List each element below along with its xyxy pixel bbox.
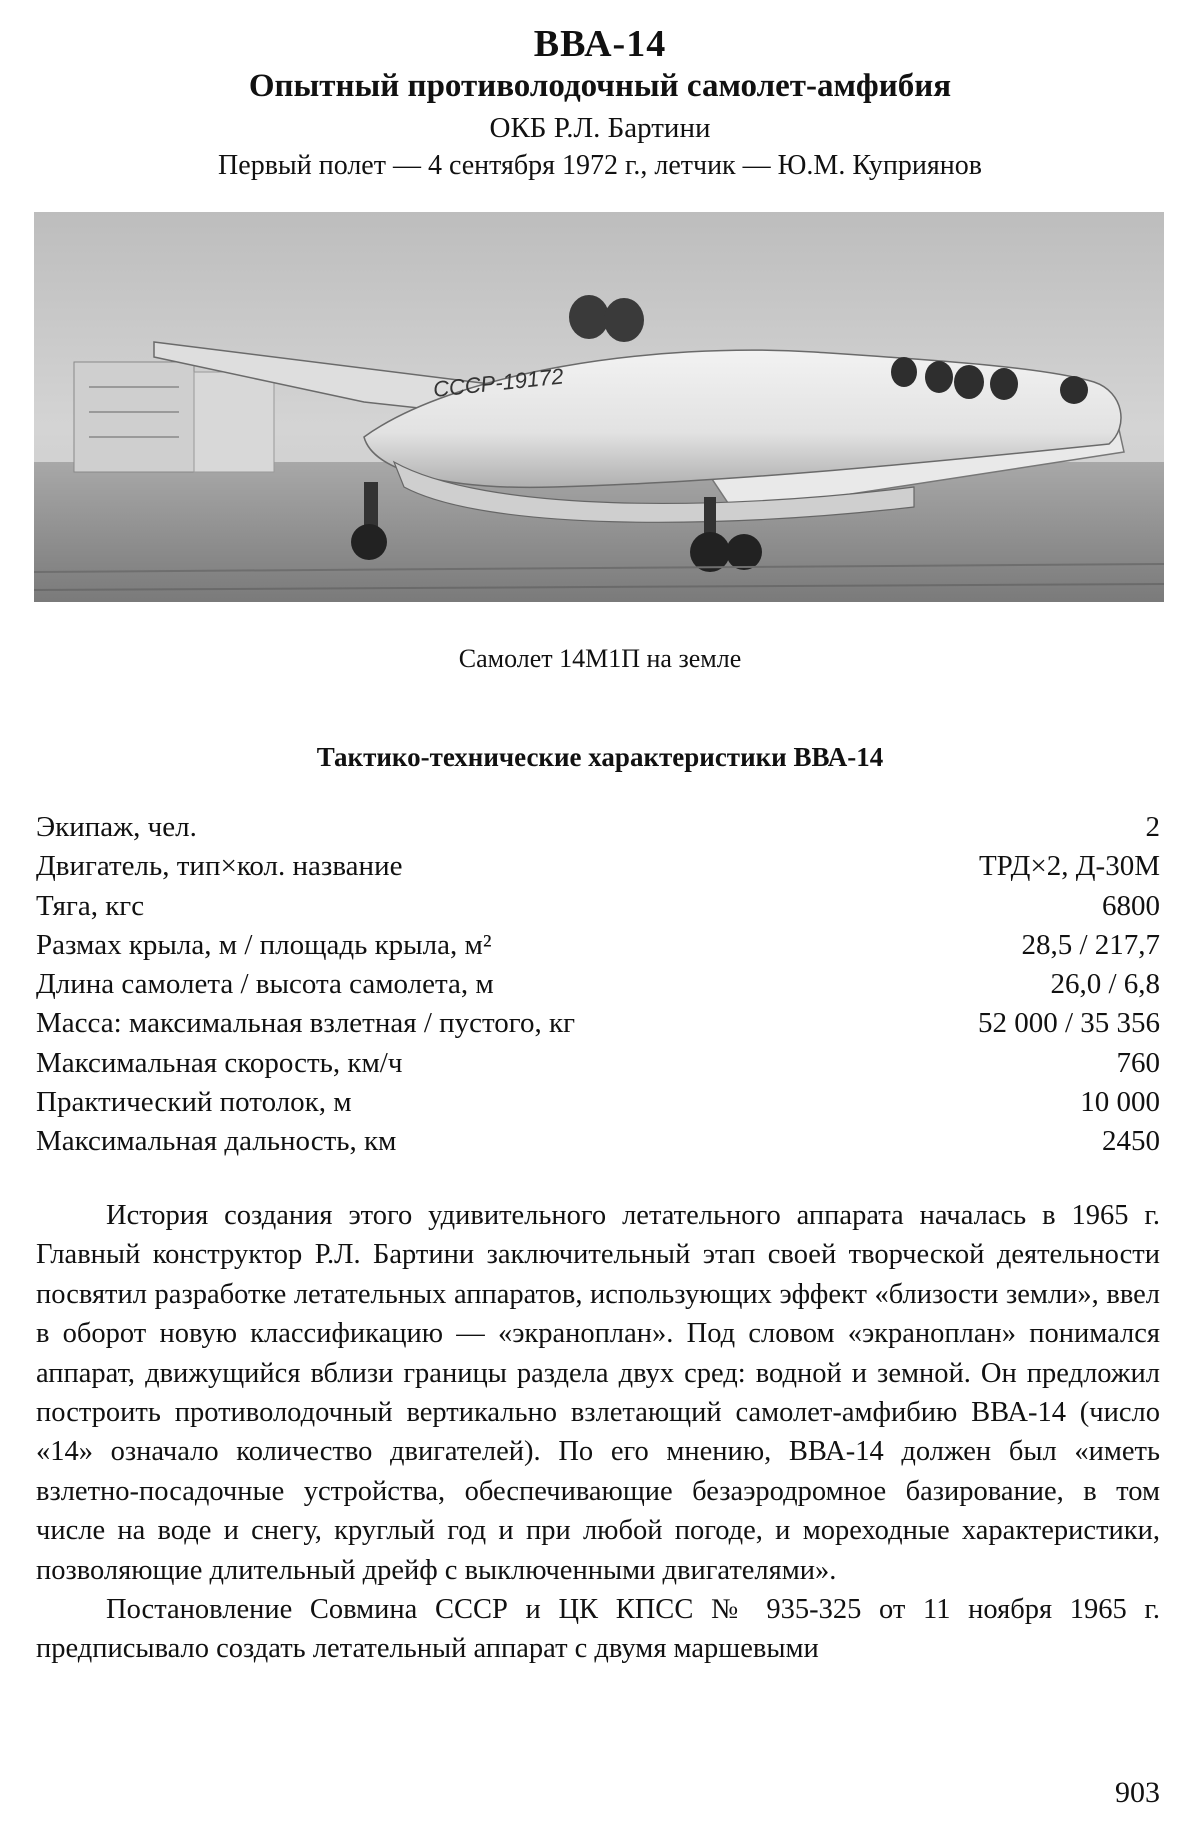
- registration-text: СССР-19172: [431, 363, 565, 402]
- photo-caption: Самолет 14М1П на земле: [458, 644, 742, 673]
- spec-value: 2: [1145, 811, 1160, 843]
- spec-value: 6800: [1102, 889, 1160, 922]
- spec-label: Двигатель, тип×кол. название: [36, 850, 403, 883]
- spec-value: 10 000: [1080, 1086, 1160, 1119]
- spec-value: 2450: [1102, 1125, 1160, 1158]
- spec-label: Экипаж, чел.: [36, 811, 197, 843]
- spec-value: ТРД×2, Д-30М: [978, 850, 1160, 883]
- spec-row: [36, 965, 1160, 1004]
- aircraft-photo-drawing: [34, 212, 1164, 602]
- spec-label: Масса: максимальная взлетная / пустого, кг: [36, 1007, 575, 1040]
- aircraft-subtitle: Опытный противолодочный самолет-амфибия: [248, 68, 952, 104]
- spec-value: 26,0 / 6,8: [1050, 968, 1160, 1001]
- design-bureau: ОКБ Р.Л. Бартини: [489, 112, 711, 144]
- aircraft-photo: [34, 212, 1164, 602]
- spec-label: Максимальная дальность, км: [36, 1125, 397, 1158]
- spec-label: Тяга, кгс: [36, 889, 145, 922]
- body-paragraph: История создания этого удивительного летательного аппарата началась в 1965 г. Главный конструктор Р.Л. Бартини заключительный этап своей творческой деятельности посвятил разработке летательных аппаратов, использующих эффект «близости земли», ввел в оборот новую классификацию — «экраноплан». Под словом «экраноплан» понимался аппарат, движущийся вблизи границы раздела двух сред: водной и земной. Он предложил построить противолодочный вертикально взлетающий самолет-амфибию ВВА-14 (число «14» означало количество двигателей). По его мнению, ВВА-14 должен был «иметь взлетно-посадочные устройства, обеспечивающие безаэродромное базирование, в том числе на воде и снегу, круглый год и при любой погоде, и мореходные характеристики, позволяющие длительный дрейф с выключенными двигателями».: [36, 1200, 1160, 1586]
- specs-table: [36, 808, 1160, 1162]
- spec-label: Размах крыла, м / площадь крыла, м²: [36, 928, 492, 961]
- body-paragraph: Постановление Совмина СССР и ЦК КПСС № 935-325 от 11 ноября 1965 г. предписывало создать летательный аппарат с двумя маршевыми: [36, 1594, 1160, 1665]
- spec-label: Длина самолета / высота самолета, м: [36, 968, 494, 1001]
- spec-value: 52 000 / 35 356: [977, 1007, 1160, 1040]
- spec-row: [36, 926, 1160, 965]
- spec-row: [36, 1122, 1160, 1161]
- spec-value: 760: [1116, 1046, 1160, 1079]
- specs-title: Тактико-технические характеристики ВВА-14: [316, 742, 884, 772]
- first-flight-line: Первый полет — 4 сентября 1972 г., летчик — Ю.М. Куприянов: [218, 150, 982, 181]
- spec-label: Практический потолок, м: [36, 1086, 352, 1119]
- body-text: [36, 1196, 1160, 1669]
- spec-row: [36, 1004, 1160, 1043]
- spec-row: [36, 1044, 1160, 1083]
- spec-value: 28,5 / 217,7: [1021, 928, 1160, 961]
- page-number: 903: [1115, 1776, 1160, 1809]
- aircraft-title: ВВА-14: [533, 23, 667, 65]
- spec-row: [36, 1083, 1160, 1122]
- spec-row: [36, 847, 1160, 886]
- spec-row: [36, 808, 1160, 847]
- spec-label: Максимальная скорость, км/ч: [36, 1046, 403, 1079]
- spec-row: [36, 887, 1160, 926]
